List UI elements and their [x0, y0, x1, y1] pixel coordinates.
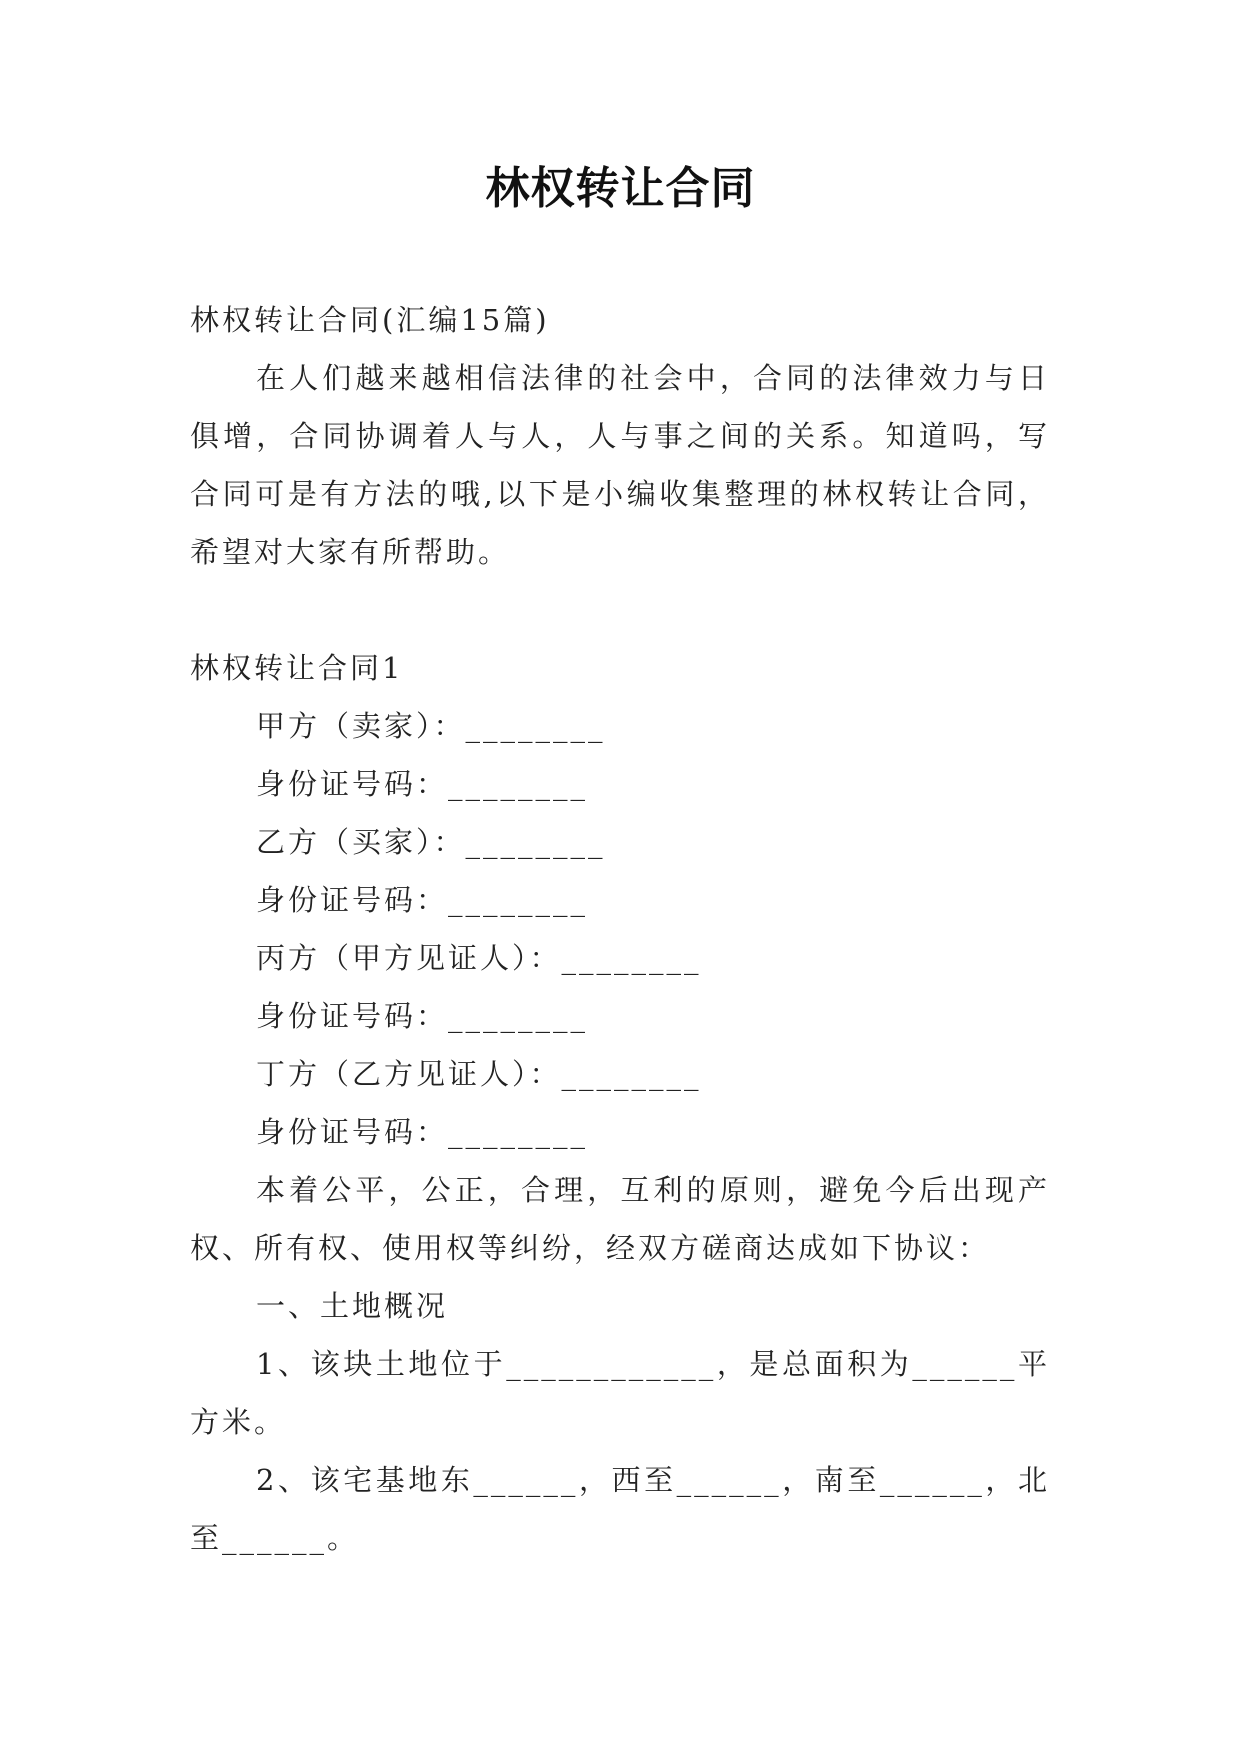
party-buyer-witness-id: 身份证号码：________ [256, 1115, 589, 1149]
document-subtitle: 林权转让合同(汇编15篇) [190, 303, 550, 337]
section-heading: 林权转让合同1 [190, 651, 404, 685]
clause-1: 1、该块土地位于____________，是总面积为______平方米。 [190, 1347, 1050, 1439]
spacer [190, 581, 1050, 639]
party-seller-id: 身份证号码：________ [256, 767, 589, 801]
clause-2: 2、该宅基地东______，西至______，南至______，北至______。 [190, 1463, 1050, 1555]
party-buyer-id: 身份证号码：________ [256, 883, 589, 917]
intro-paragraph: 在人们越来越相信法律的社会中，合同的法律效力与日俱增，合同协调着人与人，人与事之间的关系。知道吗，写合同可是有方法的哦,以下是小编收集整理的林权转让合同，希望对大家有所帮助。 [190, 361, 1050, 569]
document-title: 林权转让合同 [485, 163, 756, 214]
party-seller-witness: 丙方（甲方见证人）：________ [256, 941, 702, 975]
principle-paragraph: 本着公平，公正，合理，互利的原则，避免今后出现产权、所有权、使用权等纠纷，经双方磋商达成如下协议： [190, 1173, 1050, 1265]
party-seller-witness-id: 身份证号码：________ [256, 999, 589, 1033]
party-seller: 甲方（卖家）：________ [256, 709, 606, 743]
clause-heading: 一、土地概况 [256, 1289, 449, 1323]
party-buyer: 乙方（买家）：________ [256, 825, 606, 859]
document-body [190, 291, 1050, 1567]
party-buyer-witness: 丁方（乙方见证人）：________ [256, 1057, 702, 1091]
